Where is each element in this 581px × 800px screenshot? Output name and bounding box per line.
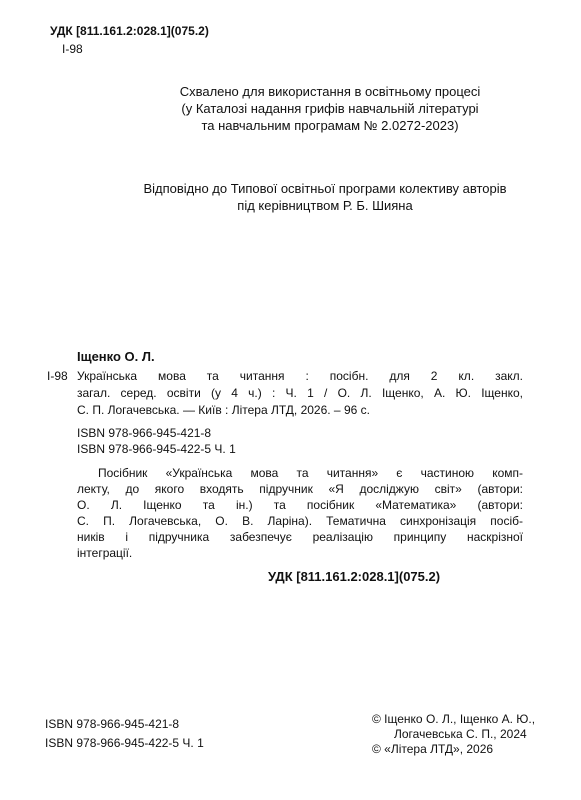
approval-line: Схвалено для використання в освітньому процесі xyxy=(179,84,481,99)
bib-author: Іщенко О. Л. xyxy=(77,349,155,364)
bib-isbn: ISBN 978-966-945-421-8 xyxy=(77,426,212,440)
header-code: І-98 xyxy=(62,42,83,56)
bib-desc-line: загал. серед. освіти (у 4 ч.) : Ч. 1 / О. Л. Іщенко, А. Ю. Іщенко, xyxy=(77,386,523,400)
copyright-line: © Іщенко О. Л., Іщенко А. Ю., xyxy=(372,712,536,726)
footer-isbn: ISBN 978-966-945-422-5 Ч. 1 xyxy=(45,736,204,750)
copyright-line: Логачевська С. П., 2024 xyxy=(394,727,527,741)
bib-desc-line: С. П. Логачевська. — Київ : Літера ЛТД, 2026. – 96 с. xyxy=(77,403,370,417)
annotation-line: С. П. Логачевська, О. В. Ларіна). Тематична синхронізація посіб- xyxy=(77,514,523,528)
annotation-line: інтеграції. xyxy=(77,546,133,560)
bib-udk: УДК [811.161.2:028.1](075.2) xyxy=(268,569,441,584)
header-udk: УДК [811.161.2:028.1](075.2) xyxy=(50,24,209,38)
approval-line: (у Каталозі надання грифів навчальній літературі xyxy=(181,101,479,116)
footer-isbn: ISBN 978-966-945-421-8 xyxy=(45,717,180,731)
bib-isbn: ISBN 978-966-945-422-5 Ч. 1 xyxy=(77,442,236,456)
bib-code: І-98 xyxy=(47,369,68,383)
annotation-line: ників і підручника забезпечує реалізацію принципу наскрізної xyxy=(77,530,523,544)
annotation-line: Посібник «Українська мова та читання» є частиною комп- xyxy=(98,466,523,480)
annotation-line: лекту, до якого входять підручник «Я досліджую світ» (автори: xyxy=(77,482,523,496)
approval-line: та навчальним програмам № 2.0272-2023) xyxy=(201,118,459,133)
bib-desc-line: Українська мова та читання : посібн. для 2 кл. закл. xyxy=(77,369,523,383)
copyright-line: © «Літера ЛТД», 2026 xyxy=(372,742,494,756)
program-line: Відповідно до Типової освітньої програми колективу авторів xyxy=(143,181,507,196)
annotation-line: О. Л. Іщенко та ін.) та посібник «Математика» (автори: xyxy=(77,498,523,512)
program-line: під керівництвом Р. Б. Шияна xyxy=(237,198,413,213)
